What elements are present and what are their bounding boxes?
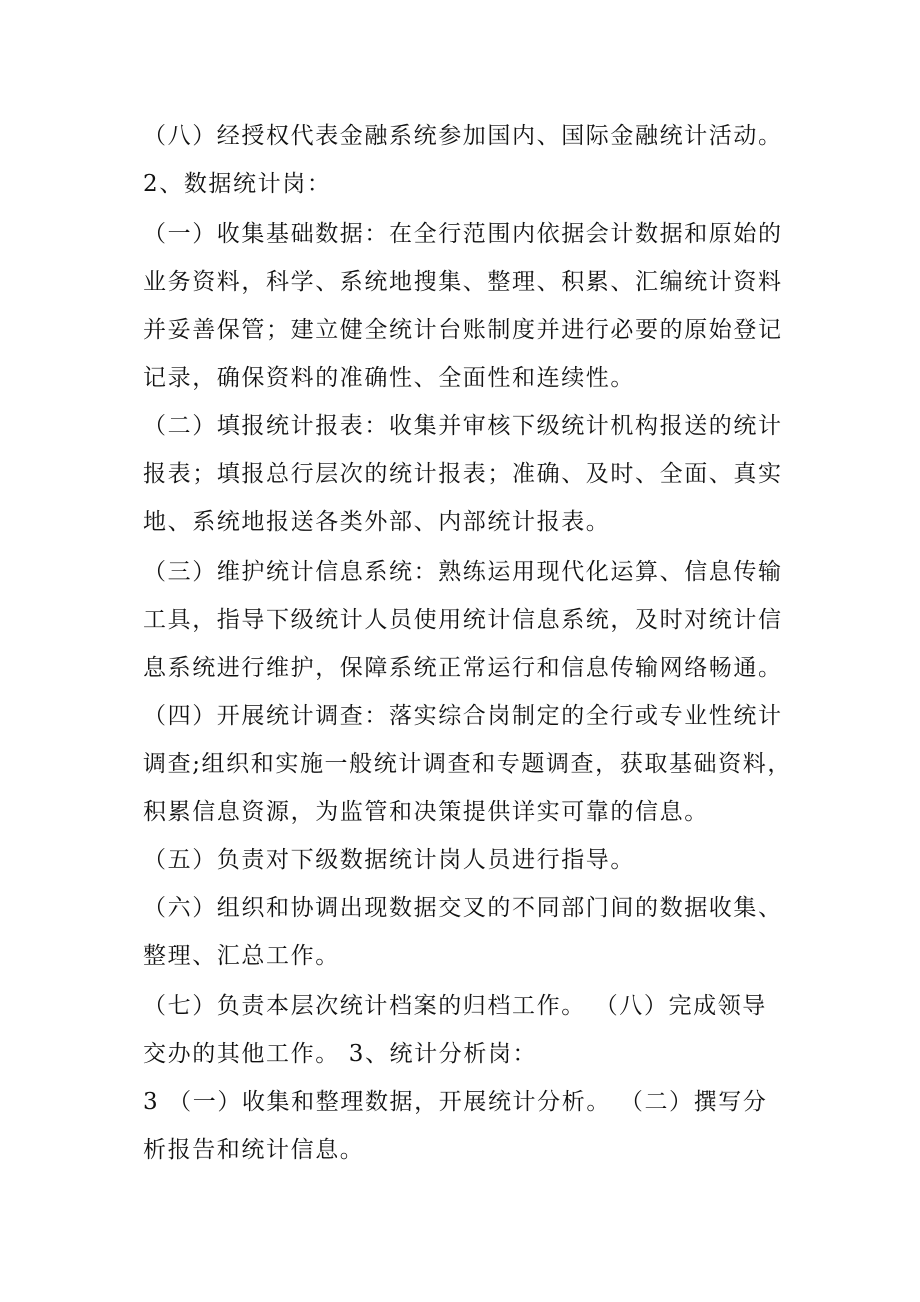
- text-line: 调查;组织和实施一般统计调查和专题调查，获取基础资料，: [143, 751, 792, 777]
- text-line: （三）维护统计信息系统：熟练运用现代化运算、信息传输: [143, 559, 783, 585]
- text-line: 整理、汇总工作。: [143, 943, 340, 969]
- text-line: 地、系统地报送各类外部、内部统计报表。: [143, 509, 611, 535]
- text-line: 报表；填报总行层次的统计报表；准确、及时、全面、真实: [143, 461, 783, 487]
- text-line: （五）负责对下级数据统计岗人员进行指导。: [143, 847, 635, 873]
- text-line: 交办的其他工作。 3、统计分析岗：: [143, 1041, 538, 1067]
- text-line: 息系统进行维护，保障系统正常运行和信息传输网络畅通。: [143, 655, 783, 681]
- text-line: （七）负责本层次统计档案的归档工作。 （八）完成领导: [143, 993, 767, 1019]
- text-line: （八）经授权代表金融系统参加国内、国际金融统计活动。: [143, 123, 783, 149]
- text-line: （六）组织和协调出现数据交叉的不同部门间的数据收集、: [143, 895, 783, 921]
- text-line: 析报告和统计信息。: [143, 1137, 365, 1163]
- text-line: 积累信息资源，为监管和决策提供详实可靠的信息。: [143, 799, 709, 825]
- text-line: （一）收集基础数据：在全行范围内依据会计数据和原始的: [143, 221, 783, 247]
- text-line: 工具，指导下级统计人员使用统计信息系统，及时对统计信: [143, 607, 783, 633]
- text-line: 3 （一）收集和整理数据，开展统计分析。 （二）撰写分: [143, 1089, 768, 1115]
- section-heading: 2、数据统计岗：: [143, 171, 332, 197]
- text-line: 业务资料，科学、系统地搜集、整理、积累、汇编统计资料: [143, 269, 783, 295]
- text-line: （二）填报统计报表：收集并审核下级统计机构报送的统计: [143, 413, 783, 439]
- text-line: 并妥善保管；建立健全统计台账制度并进行必要的原始登记: [143, 317, 783, 343]
- text-line: （四）开展统计调查：落实综合岗制定的全行或专业性统计: [143, 703, 783, 729]
- text-line: 记录，确保资料的准确性、全面性和连续性。: [143, 365, 635, 391]
